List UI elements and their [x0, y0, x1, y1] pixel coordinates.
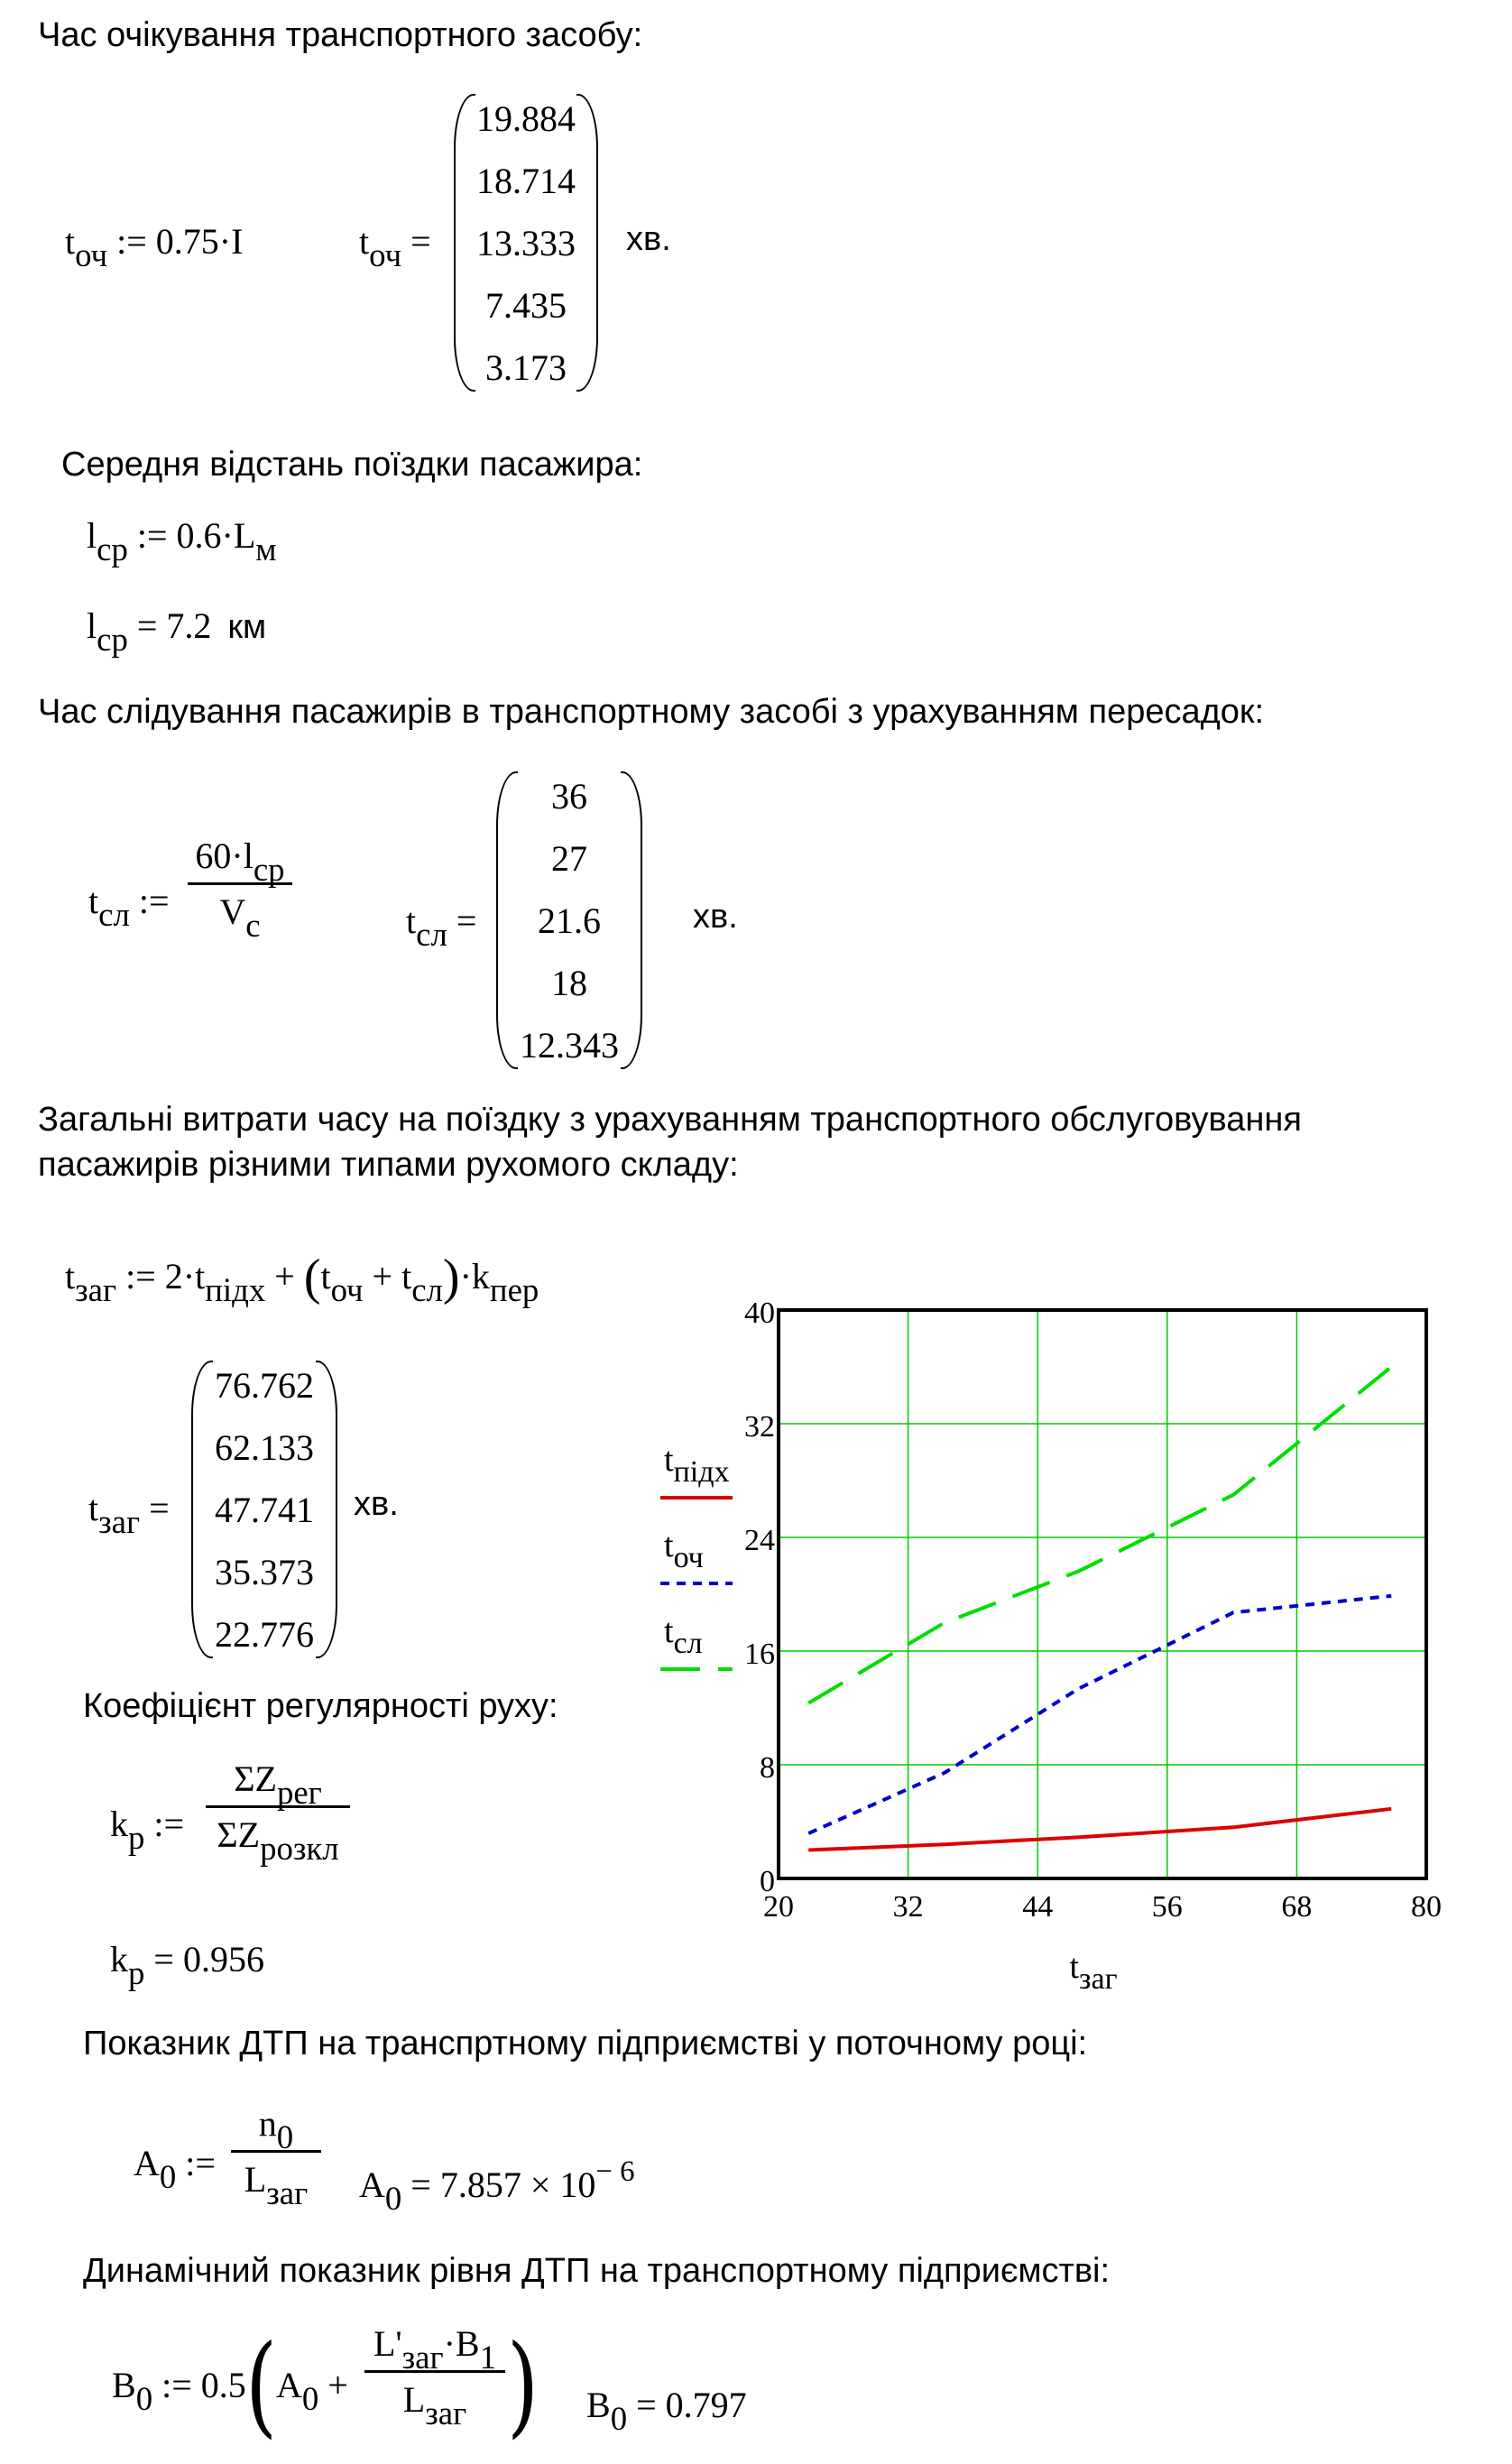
y-tick-label: 8 — [760, 1751, 775, 1785]
x-tick-label: 32 — [892, 1890, 924, 1924]
b0-fraction: L'заг·B1 Lзаг — [364, 2322, 505, 2421]
b0-heading: Динамічний показник рівня ДТП на транспортному підприємстві: — [83, 2252, 1111, 2290]
x-tick-label: 44 — [1022, 1890, 1054, 1924]
trip-result: lср = 7.2 км — [87, 605, 267, 658]
y-tick-label: 16 — [744, 1638, 775, 1671]
travel-fraction: 60·lср Vc — [188, 835, 292, 933]
total-definition: tзаг := 2·tпідх + (tоч + tсл)·kпер — [65, 1250, 539, 1308]
x-tick-label: 56 — [1151, 1890, 1183, 1924]
b0-result: B0 = 0.797 — [586, 2385, 747, 2437]
trip-heading: Середня відстань поїздки пасажира: — [61, 446, 643, 484]
b0-right-paren: ) — [507, 2321, 539, 2450]
total-heading-line2: пасажирів різними типами рухомого складу: — [38, 1146, 739, 1184]
b0-definition-lhs: B0 := 0.5 — [112, 2365, 246, 2417]
legend-label-1: tпідх — [664, 1441, 730, 1489]
series-line-2 — [808, 1596, 1391, 1833]
x-tick-label: 80 — [1411, 1890, 1442, 1924]
kp-fraction: ΣZрег ΣZрозкл — [206, 1758, 350, 1856]
b0-left-paren: ( — [245, 2321, 278, 2450]
kp-heading: Коефіцієнт регулярності руху: — [83, 1687, 558, 1725]
travel-unit: хв. — [693, 898, 738, 936]
a0-definition-lhs: A0 := — [134, 2143, 216, 2195]
wait-result-label: tоч = — [359, 221, 431, 273]
total-result-vector: 76.762 62.133 47.741 35.373 22.776 — [191, 1361, 337, 1658]
total-unit: хв. — [354, 1485, 399, 1523]
b0-definition-a0: A0 + — [276, 2365, 348, 2417]
y-tick-label: 40 — [744, 1297, 775, 1330]
legend-label-3: tсл — [664, 1612, 703, 1660]
series-line-1 — [808, 1809, 1391, 1850]
a0-heading: Показник ДТП на транспртному підприємстві у поточному році: — [83, 2025, 1088, 2063]
y-tick-label: 24 — [744, 1524, 775, 1557]
travel-result-label: tсл = — [406, 900, 477, 953]
total-heading-line1: Загальні витрати часу на поїздку з урахуванням транспортного обслуговування — [38, 1101, 1302, 1139]
a0-fraction: n0 Lзаг — [231, 2102, 321, 2201]
wait-definition: tоч := 0.75·I — [65, 221, 244, 273]
kp-definition-lhs: kр := — [110, 1804, 185, 1856]
total-result-label: tзаг = — [88, 1488, 170, 1540]
time-chart — [632, 1281, 1461, 2003]
wait-result-vector: 19.884 18.714 13.333 7.435 3.173 — [454, 94, 598, 392]
kp-result: kр = 0.956 — [110, 1939, 264, 1991]
series-line-3 — [808, 1367, 1391, 1703]
y-tick-label: 32 — [744, 1410, 775, 1444]
travel-definition-lhs: tсл := — [88, 881, 170, 933]
legend-label-2: tоч — [664, 1527, 704, 1574]
trip-definition: lср := 0.6·Lм — [87, 515, 277, 568]
trip-unit: км — [227, 608, 267, 646]
travel-heading: Час слідування пасажирів в транспортному засобі з урахуванням пересадок: — [38, 693, 1265, 731]
wait-heading: Час очікування транспортного засобу: — [38, 16, 643, 54]
plot-frame — [779, 1310, 1426, 1878]
x-axis-label: tзаг — [1069, 1948, 1118, 1996]
x-tick-label: 68 — [1281, 1890, 1313, 1924]
x-tick-label: 20 — [763, 1890, 794, 1924]
travel-result-vector: 36 27 21.6 18 12.343 — [496, 771, 642, 1069]
a0-result: $A0 = 7.857 \times 10^{- 6}$ — [359, 2155, 635, 2217]
wait-unit: хв. — [626, 220, 671, 258]
y-tick-label: 0 — [760, 1865, 775, 1898]
